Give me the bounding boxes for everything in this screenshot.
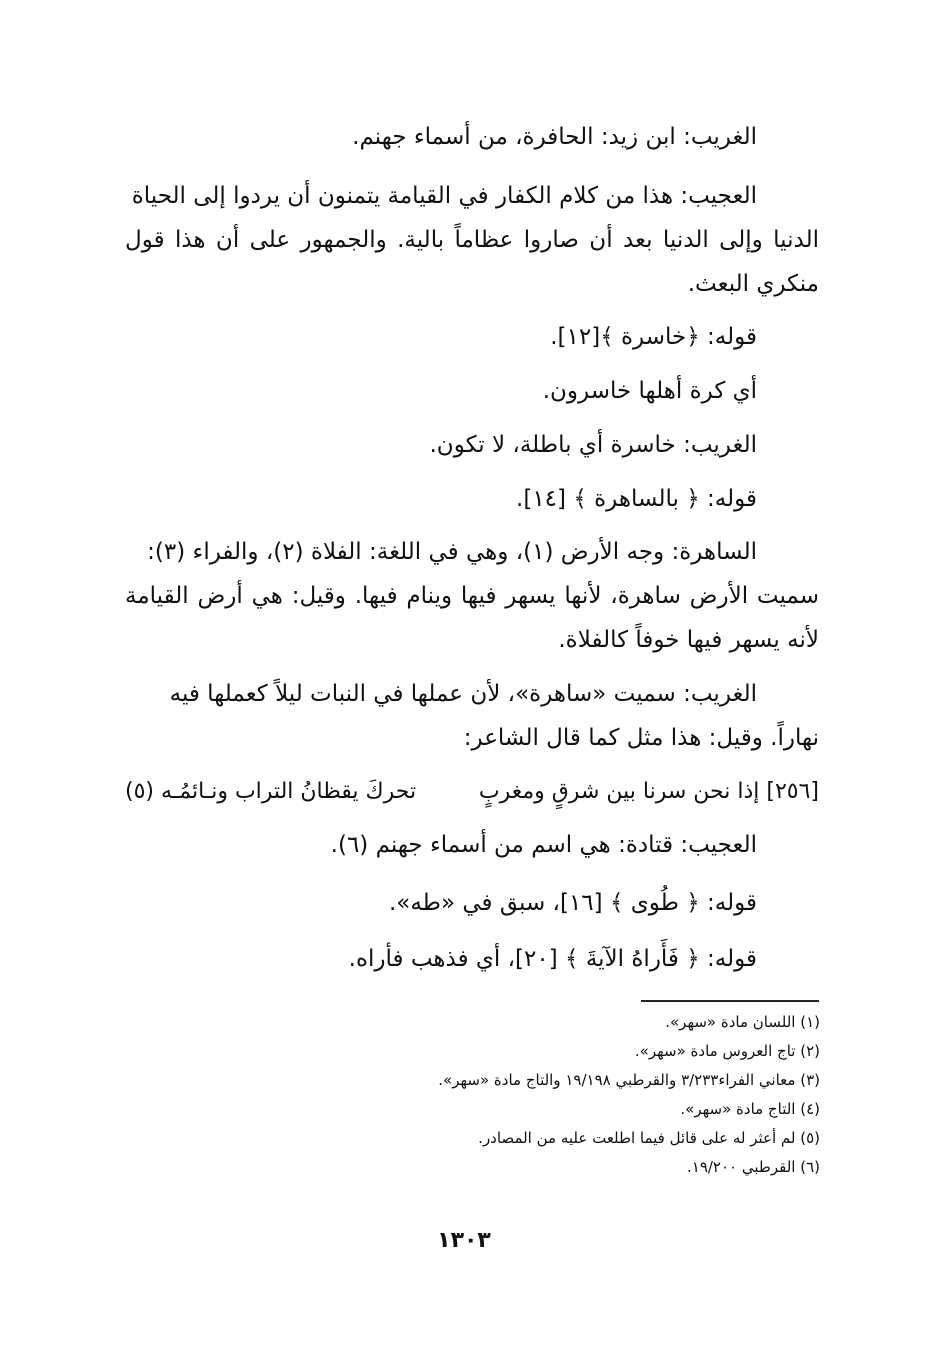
footnote-divider [641, 1000, 819, 1002]
verse-first-part [479, 764, 819, 820]
footnote: (٢) تاج العروس مادة «سهر». [634, 1042, 820, 1060]
footnote: (٤) التاج مادة «سهر». [680, 1100, 820, 1118]
verse-first-hemistich: إذا نحن سرنا بين شرقٍ ومغربٍ [478, 779, 760, 804]
text-line: لأنه يسهر فيها خوفاً كالفلاة. [558, 627, 819, 653]
text-line: الغريب: خاسرة أي باطلة، لا تكون. [429, 432, 757, 458]
text-line: الغريب: سميت «ساهرة»، لأن عملها في النبات ليلاً كعملها فيه [169, 681, 757, 707]
verse-reference-line: قوله: ﴿خاسرة ﴾[١٢]. [550, 324, 757, 350]
verse-second-hemistich: تحركَ يقظانُ التراب ونـائمُـه (٥) [125, 779, 417, 804]
text-line: العجيب: هذا من كلام الكفار في القيامة يتمنون أن يردوا إلى الحياة [131, 183, 757, 209]
footnote: (٥) لم أعثر له على قائل فيما اطلعت عليه من المصادر. [478, 1129, 820, 1147]
verse-reference-line: قوله: ﴿ فَأَراهُ الآيةَ ﴾ [٢٠]، أي فذهب فأراه. [348, 946, 757, 972]
text-line: الساهرة: وجه الأرض (١)، وهي في اللغة: الفلاة (٢)، والفراء (٣): [147, 539, 757, 565]
text-line: الدنيا وإلى الدنيا بعد أن صاروا عظاماً بالية. والجمهور على أن هذا قول [125, 227, 819, 253]
text-line: أي كرة أهلها خاسرون. [542, 378, 757, 404]
footnote: (١) اللسان مادة «سهر». [665, 1013, 820, 1031]
page-number: ١٣٠٣ [437, 1228, 491, 1253]
verse-reference-line: قوله: ﴿ طُوى ﴾ [١٦]، سبق في «طه». [388, 890, 757, 916]
footnotes [200, 1008, 820, 1182]
verse-number: [٢٥٦] [766, 779, 819, 804]
verse-reference-line: قوله: ﴿ بالساهرة ﴾ [١٤]. [516, 486, 757, 512]
text-line: العجيب: قتادة: هي اسم من أسماء جهنم (٦). [330, 832, 757, 858]
text-line: الغريب: ابن زيد: الحافرة، من أسماء جهنم. [352, 124, 757, 150]
poetry-verse [125, 764, 819, 820]
text-line: منكري البعث. [687, 271, 819, 297]
text-line: سميت الأرض ساهرة، لأنها يسهر فيها وينام فيها. وقيل: هي أرض القيامة [125, 583, 819, 609]
main-text [125, 112, 819, 984]
footnote: (٣) معاني الفراء٣/٢٣٣ والقرطبي ١٩/١٩٨ والتاج مادة «سهر». [438, 1071, 820, 1089]
text-line: نهاراً. وقيل: هذا مثل كما قال الشاعر: [463, 725, 819, 751]
footnote: (٦) القرطبي ١٩/٢٠٠. [686, 1158, 820, 1176]
